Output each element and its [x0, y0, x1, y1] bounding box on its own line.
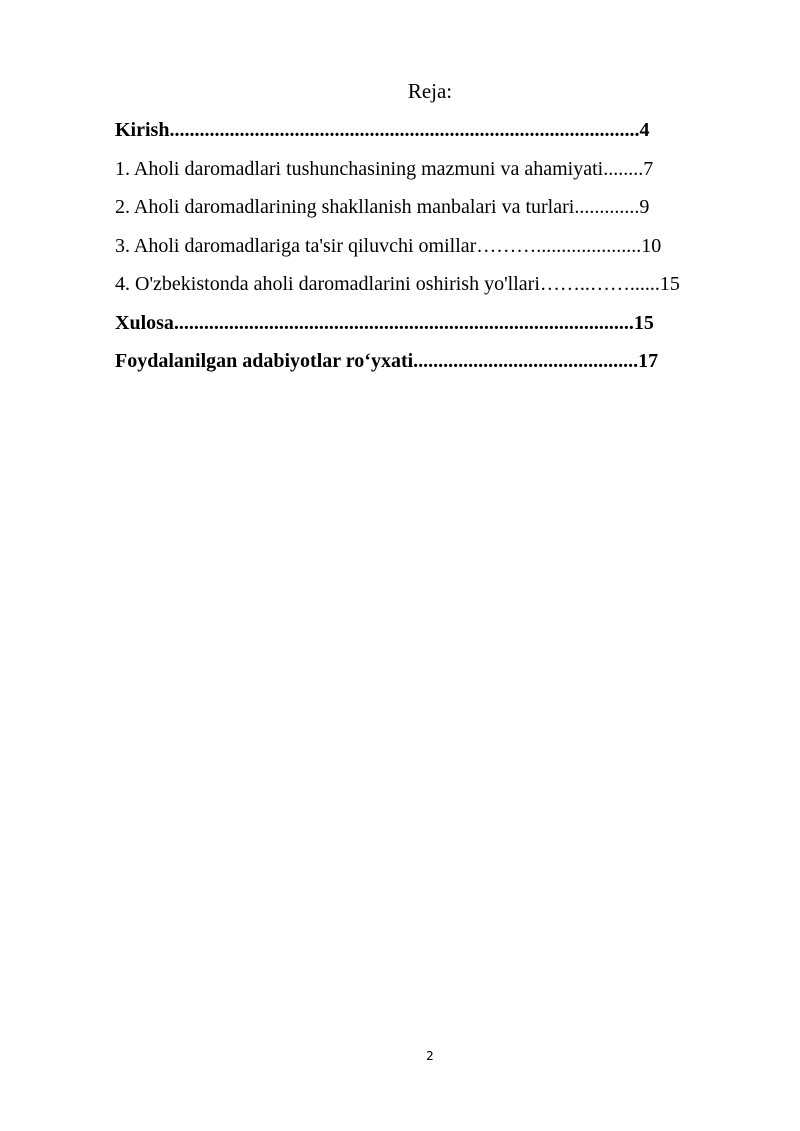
page-number: 2	[426, 1049, 434, 1063]
toc-entry-1: 1. Aholi daromadlari tushunchasining mazmuni va ahamiyati........7	[115, 157, 654, 180]
toc-entry-kirish: Kirish..............................................................................................4	[115, 119, 650, 141]
page-title: Reja:	[407, 79, 453, 103]
toc-entry-2: 2. Aholi daromadlarining shakllanish manbalari va turlari.............9	[115, 196, 650, 218]
table-of-contents	[115, 116, 755, 386]
toc-entry-xulosa: Xulosa............................................................................................15	[115, 311, 654, 334]
toc-entry-3: 3. Aholi daromadlariga ta'sir qiluvchi omillar……….....................10	[115, 234, 662, 257]
toc-entry-adabiyotlar: Foydalanilgan adabiyotlar ro‘yxati.............................................17	[115, 350, 659, 372]
toc-entry-4: 4. O'zbekistonda aholi daromadlarini oshirish yo'llari……..……......15	[115, 273, 680, 295]
